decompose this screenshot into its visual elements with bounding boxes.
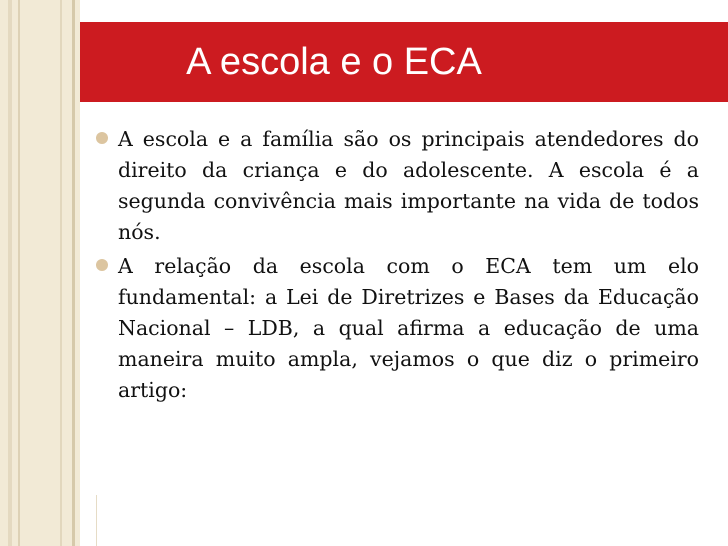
bullet-dot-icon	[96, 259, 108, 271]
bullet-dot-icon	[96, 132, 108, 144]
decorative-left-band	[0, 0, 80, 546]
bullet-text: A escola e a família são os principais atendedores do direito da criança e do adolescente. A escola é a segunda convivência mais importante na vida de todos nós.	[118, 127, 699, 244]
decorative-stripe	[18, 0, 20, 546]
decorative-line	[96, 495, 97, 546]
bullet-item	[96, 251, 699, 406]
decorative-stripe	[8, 0, 12, 546]
slide-title: A escola e o ECA	[186, 40, 482, 83]
decorative-stripe	[72, 0, 75, 546]
bullet-item	[96, 124, 699, 248]
slide-content	[96, 124, 699, 409]
title-bar	[80, 22, 728, 102]
bullet-text: A relação da escola com o ECA tem um elo fundamental: a Lei de Diretrizes e Bases da Educação Nacional – LDB, a qual afirma a educação de uma maneira muito ampla, vejamos o que diz o primeiro artigo:	[118, 254, 699, 402]
decorative-stripe	[60, 0, 62, 546]
